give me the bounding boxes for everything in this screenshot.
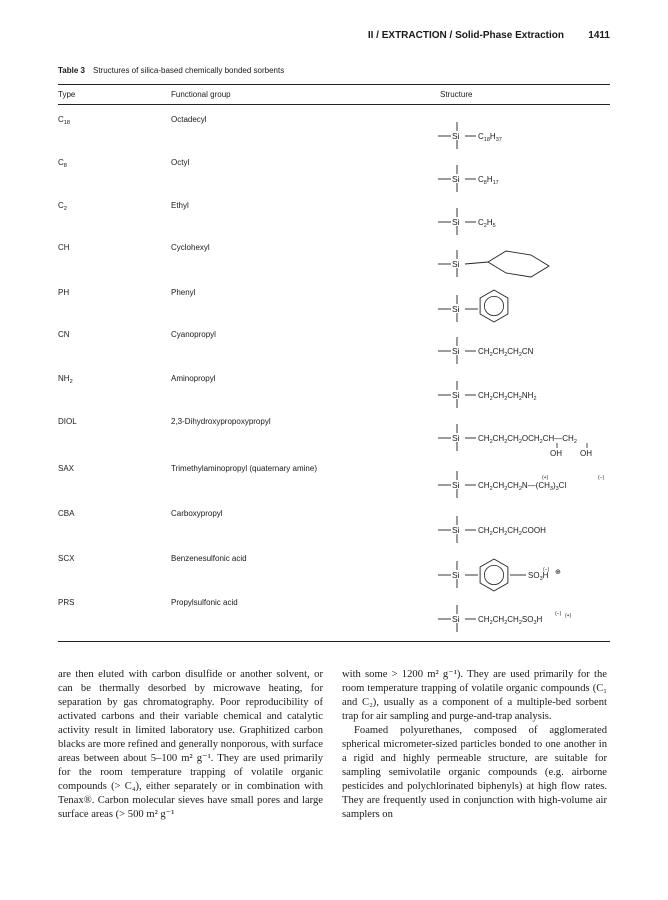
structure-formula: $CH_2CH_2CH_2CN$: [478, 347, 534, 358]
body-text-left-column: [58, 668, 323, 822]
structure-formula: $CH_2CH_2CH_2SO_3H$: [478, 615, 543, 626]
structure-drawing: [430, 377, 610, 413]
hydroxyl-label: OH: [580, 449, 592, 458]
row-type: CN: [58, 330, 70, 339]
row-structure: [430, 204, 610, 240]
row-type: PH: [58, 288, 70, 297]
structure-formula: $C_2H_5$: [478, 218, 496, 229]
row-type: SAX: [58, 464, 75, 473]
paragraph: with some > 1200 m² g⁻¹). They are used primarily for the room temperature trapping of volatile organic compounds (C₁ and C₂), usually as a component of a multiple-bed sorbent trap for air sampling and purge-and-trap analysis.: [342, 669, 607, 722]
silicon-atom: Si: [452, 346, 460, 356]
silicon-atom: Si: [452, 570, 460, 580]
charge-sign: (+): [565, 613, 572, 619]
row-functional-group: Ethyl: [171, 201, 189, 210]
row-type: $C_2$: [58, 201, 67, 212]
silicon-atom: Si: [452, 480, 460, 490]
row-structure: [430, 512, 610, 548]
column-header-functional-group: Functional group: [171, 90, 231, 99]
structure-drawing: [430, 161, 610, 197]
row-structure: [430, 291, 610, 327]
aromatic-circle: [484, 565, 503, 584]
row-structure: [430, 161, 610, 197]
silicon-atom: Si: [452, 614, 460, 624]
bond-line: [465, 262, 488, 264]
row-type: $C_{18}$: [58, 115, 71, 126]
row-structure: [430, 420, 610, 456]
row-type: SCX: [58, 554, 75, 563]
paragraph: are then eluted with carbon disulfide or another solvent, or can be thermally desorbed by microwave heating, for separation by gas chromatography. Poor reproducibility of activated carbons and their variable chemical and catalytic activity result in limited laboratory use. Graphitized carbon blacks are more refined and generally nonporous, with surface areas between about 5–100 m² g⁻¹. They are used primarily for the room temperature trapping of volatile organic compounds (> C₄), either separately or in combination with Tenax®. Carbon molecular sieves have small pores and large surface areas (> 500 m² g⁻¹: [58, 669, 323, 820]
row-functional-group: Phenyl: [171, 288, 196, 297]
column-header-type: Type: [58, 90, 76, 99]
table-label: Table 3: [58, 66, 85, 75]
row-type: CBA: [58, 509, 75, 518]
hydroxyl-label: OH: [550, 449, 562, 458]
structure-drawing: [430, 333, 610, 369]
row-type: PRS: [58, 598, 75, 607]
structure-drawing: [430, 246, 610, 282]
structure-formula: $C_{18}H_{37}$: [478, 132, 502, 143]
table-bottom-rule: [58, 641, 610, 642]
row-structure: [430, 467, 610, 503]
structure-drawing: [430, 118, 610, 154]
structure-formula: $CH_2CH_2CH_2OCH_2CH—CH_2$: [478, 434, 577, 445]
row-structure: [430, 377, 610, 413]
structure-drawing: [430, 512, 610, 548]
structure-drawing: [430, 420, 610, 456]
structure-drawing: [430, 601, 610, 637]
row-structure: [430, 601, 610, 637]
silicon-atom: Si: [452, 217, 460, 227]
silicon-atom: Si: [452, 259, 460, 269]
row-functional-group: Cyanopropyl: [171, 330, 216, 339]
row-functional-group: Propylsulfonic acid: [171, 598, 238, 607]
table-header-rule: [58, 104, 610, 105]
row-functional-group: Octadecyl: [171, 115, 207, 124]
page-number: 1411: [588, 30, 610, 41]
row-structure: [430, 557, 610, 593]
charge-sign: (−): [555, 611, 562, 617]
structure-formula: $SO_3H$: [528, 571, 549, 582]
charge-sign: ⊕: [555, 569, 561, 576]
aromatic-circle: [484, 296, 503, 315]
body-text-right-column: [342, 668, 607, 822]
silicon-atom: Si: [452, 390, 460, 400]
structure-drawing: [430, 467, 610, 503]
silicon-atom: Si: [452, 433, 460, 443]
structure-formula: $CH_2CH_2CH_2COOH$: [478, 526, 546, 537]
row-functional-group: Trimethylaminopropyl (quaternary amine): [171, 464, 317, 473]
table-top-rule: [58, 84, 610, 85]
row-structure: [430, 333, 610, 369]
row-functional-group: Benzenesulfonic acid: [171, 554, 247, 563]
row-functional-group: 2,3-Dihydroxypropoxypropyl: [171, 417, 271, 426]
column-header-structure: Structure: [440, 90, 473, 99]
silicon-atom: Si: [452, 131, 460, 141]
row-type: CH: [58, 243, 70, 252]
row-type: $C_8$: [58, 158, 67, 169]
row-type: DIOL: [58, 417, 77, 426]
row-structure: [430, 118, 610, 154]
silicon-atom: Si: [452, 525, 460, 535]
structure-formula: $C_8H_{17}$: [478, 175, 499, 186]
table-caption-text: Structures of silica-based chemically bonded sorbents: [92, 66, 285, 75]
row-type: $NH_2$: [58, 374, 73, 385]
charge-sign: (+): [542, 475, 549, 481]
table-caption: [58, 66, 284, 75]
cyclohexane-ring: [488, 251, 549, 277]
silicon-atom: Si: [452, 304, 460, 314]
structure-formula: $CH_2CH_2CH_2N—(CH_3)_3Cl$: [478, 481, 567, 492]
row-functional-group: Aminopropyl: [171, 374, 216, 383]
running-head: II / EXTRACTION / Solid-Phase Extraction: [367, 30, 564, 41]
structure-drawing: [430, 557, 610, 593]
row-functional-group: Octyl: [171, 158, 190, 167]
charge-sign: (−): [543, 567, 550, 573]
structure-drawing: [430, 204, 610, 240]
silicon-atom: Si: [452, 174, 460, 184]
structure-formula: $CH_2CH_2CH_2NH_2$: [478, 391, 537, 402]
paragraph: Foamed polyurethanes, composed of agglomerated spherical micrometer-sized particles bonded to one another in a rigid and highly permeable structure, are suitable for sampling semivolatile organic compounds (e.g. airborne pesticides and polychlorinated biphenyls) at high flow rates. They are frequently used in conjunction with high-volume air samplers on: [342, 725, 607, 820]
row-functional-group: Cyclohexyl: [171, 243, 210, 252]
row-functional-group: Carboxypropyl: [171, 509, 223, 518]
structure-drawing: [430, 291, 610, 327]
row-structure: [430, 246, 610, 282]
running-header: [58, 30, 610, 44]
charge-sign: (−): [598, 475, 605, 481]
